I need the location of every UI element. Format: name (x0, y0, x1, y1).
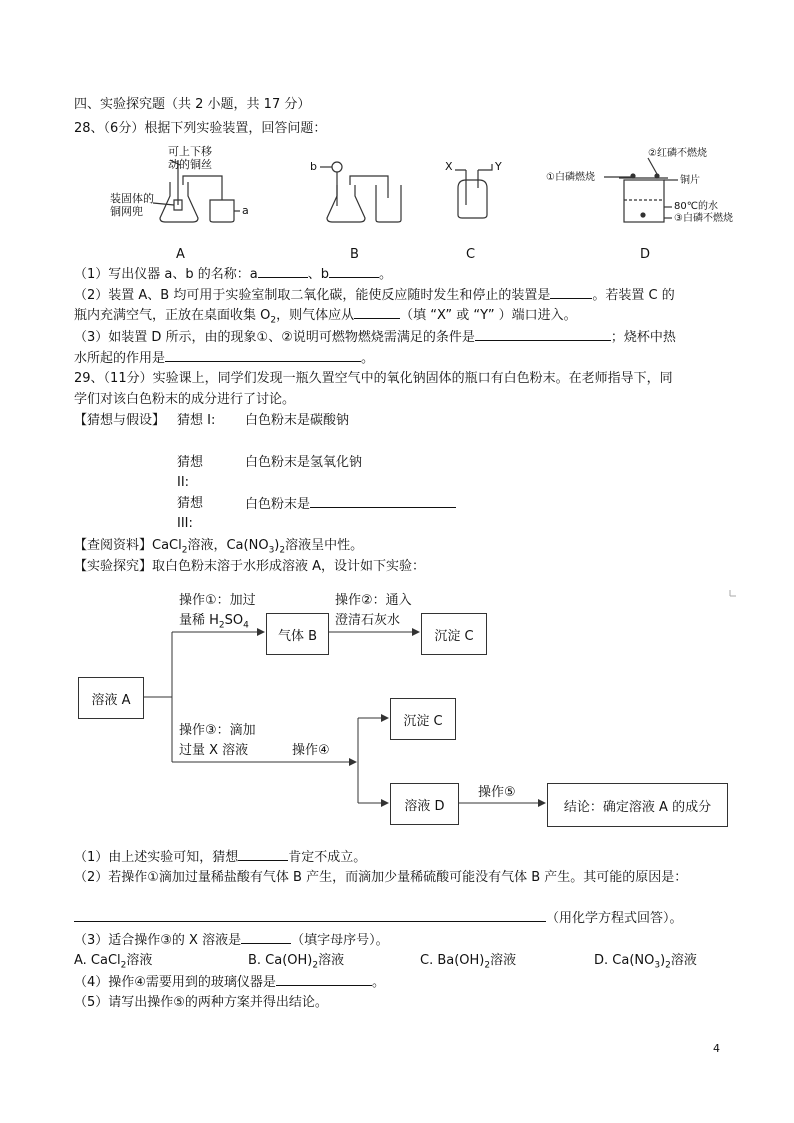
label-B: B (350, 247, 359, 262)
page-number: 4 (713, 1042, 720, 1055)
op3-line2: 过量 X 溶液 (179, 743, 249, 758)
q29-stem-1: 29、（11分）实验课上，同学们发现一瓶久置空气中的氧化钠固体的瓶口有白色粉末。在老师指导下，同 (74, 371, 673, 386)
label-ann-D5: ③白磷不燃烧 (674, 213, 733, 224)
label-ann-A5: a (242, 204, 249, 217)
box-gas-b: 气体 B (266, 613, 329, 655)
blank-glassware[interactable] (276, 973, 372, 986)
op2-line1: 操作②：通入 (335, 593, 412, 608)
blank-equation[interactable] (74, 909, 546, 922)
q29-stem-2: 学们对该白色粉末的成分进行了讨论。 (74, 392, 296, 407)
label-ann-A4: 铜网兜 (110, 205, 143, 218)
box-precipitate-c2: 沉淀 C (390, 698, 456, 740)
label-ann-D4: 80℃的水 (674, 201, 718, 212)
op1-line1: 操作①：加过 (179, 593, 256, 608)
label-ann-D1: ②红磷不燃烧 (648, 148, 707, 159)
hyp-head: 【猜想与假设】 (74, 413, 166, 428)
hyp2-label: 猜想 (177, 455, 204, 470)
option-b: B. $Ca(OH)_2$溶液 (248, 953, 345, 971)
q29-p1: （1）由上述实验可知，猜想 肯定不成立。 (74, 850, 367, 865)
q29-p2-line1: （2）若操作①滴加过量稀盐酸有气体 B 产生，而滴加少量稀硫酸可能没有气体 B 产生。其可能的原因是： (74, 870, 688, 885)
option-c: C. $Ba(OH)_2$溶液 (420, 953, 517, 971)
q28-p2-line2: 瓶内充满空气，正放在桌面收集 $O_2$，则气体应从 （填 “X” 或 “Y” ）端口进入。 (74, 308, 577, 326)
hyp3-label: 猜想 (177, 496, 204, 511)
box-conclusion: 结论：确定溶液 A 的成分 (547, 783, 728, 827)
q28-p3-line1: （3）如装置 D 所示，由的现象①、②说明可燃物燃烧需满足的条件是 ；烧杯中热 (74, 330, 676, 345)
q28-p3-line2: 水所起的作用是 。 (74, 351, 375, 366)
label-C: C (466, 247, 476, 262)
op4-label: 操作④ (292, 743, 330, 758)
hyp3-text: 白色粉末是 (245, 495, 456, 514)
q29-p3: （3）适合操作③的 X 溶液是 （填字母序号）。 (74, 933, 389, 948)
hyp1-text: 白色粉末是碳酸钠 (245, 413, 350, 428)
hyp1-label: 猜想 I: (177, 413, 216, 428)
box-solution-d: 溶液 D (390, 783, 459, 825)
label-ann-B1: b (310, 160, 317, 173)
label-D: D (640, 247, 651, 262)
label-ann-C2: Y (495, 160, 502, 173)
q29-p5: （5）请写出操作⑤的两种方案并得出结论。 (74, 995, 328, 1010)
box-precipitate-c1: 沉淀 C (421, 613, 487, 655)
exp-line: 【实验探究】取白色粉末溶于水形成溶液 A，设计如下实验： (74, 559, 426, 574)
box-solution-a: 溶液 A (78, 677, 144, 719)
hyp2-text: 白色粉末是氢氧化钠 (245, 455, 363, 470)
q28-stem: 28、（6分）根据下列实验装置，回答问题： (74, 121, 327, 136)
label-ann-A3: 装固体的 (110, 192, 154, 205)
option-a: A. CaCl$_2$溶液 (74, 953, 153, 971)
q29-p2-line2: （用化学方程式回答）。 (74, 909, 683, 928)
label-ann-D2: ①白磷燃烧 (546, 172, 595, 183)
blank-hyp-false[interactable] (238, 848, 288, 861)
label-ann-A1: 可上下移 (168, 145, 212, 158)
label-ann-A2: 动的铜丝 (168, 158, 212, 171)
option-d: D. $Ca(NO_3)_2$溶液 (594, 953, 697, 971)
q28-p1: （1）写出仪器 a、b 的名称：a 、b 。 (74, 267, 393, 282)
op5-label: 操作⑤ (478, 785, 516, 800)
section-title: 四、实验探究题（共 2 小题，共 17 分） (74, 97, 311, 112)
op1-line2: 量稀 $H_2SO_4$ (179, 613, 249, 631)
label-ann-D3: 铜片 (680, 175, 700, 186)
label-A: A (176, 247, 185, 262)
hyp2-num: II: (177, 475, 190, 490)
op2-line2: 澄清石灰水 (335, 613, 401, 628)
hyp3-num: III: (177, 516, 193, 531)
q29-p4: （4）操作④需要用到的玻璃仪器是 。 (74, 975, 385, 990)
blank-x-solution[interactable] (241, 931, 291, 944)
op3-line1: 操作③：滴加 (179, 723, 256, 738)
label-ann-C1: X (445, 160, 453, 173)
q28-p2-line1: （2）装置 A、B 均可用于实验室制取二氧化碳，能使反应随时发生和停止的装置是 。若装置 C 的 (74, 288, 675, 303)
ref-line: 【查阅资料】CaCl$_2$溶液，$Ca(NO_3)_2$溶液呈中性。 (74, 538, 364, 556)
